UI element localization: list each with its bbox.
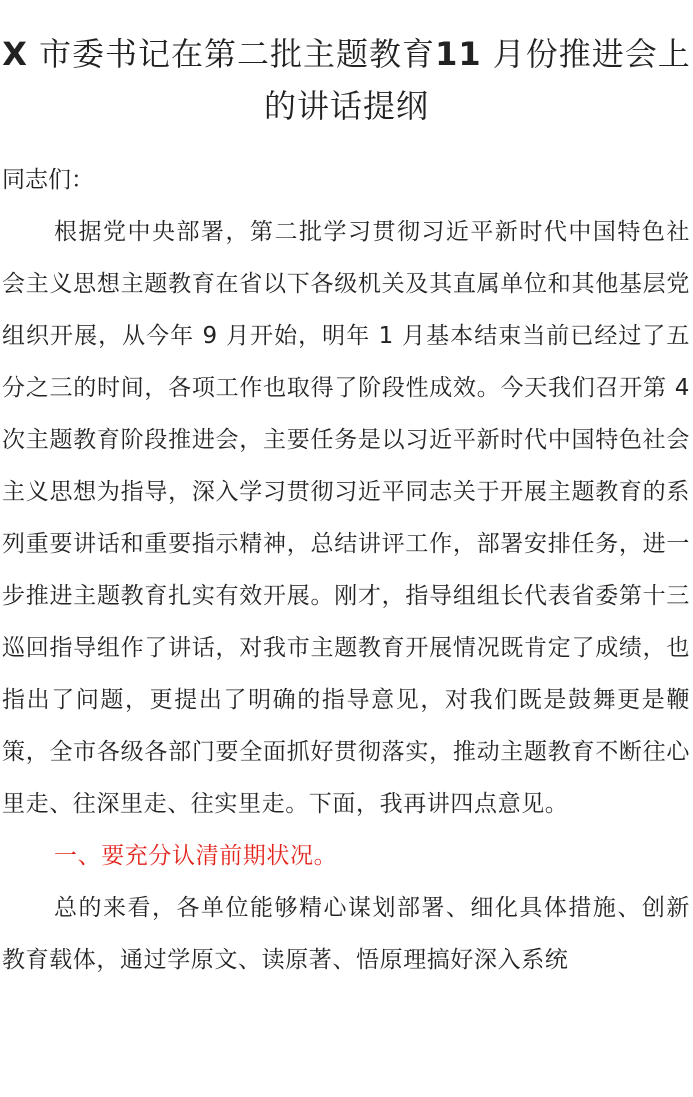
title-number: 11	[435, 35, 482, 73]
title-part2: 月份推进会上的讲话提纲	[263, 35, 691, 125]
section-heading-1: 一、要充分认清前期状况。	[54, 843, 338, 869]
salutation: 同志们：	[2, 167, 94, 193]
paragraph-section1: 总的来看，各单位能够精心谋划部署、细化具体措施、创新教育载体，通过学原文、读原著、悟原理搞好深入系统	[2, 895, 690, 973]
title-prefix: X	[2, 35, 28, 73]
title-part1: 市委书记在第二批主题教育	[39, 35, 436, 73]
paragraph-intro: 根据党中央部署，第二批学习贯彻习近平新时代中国特色社会主义思想主题教育在省以下各级机关及其直属单位和其他基层党组织开展，从今年 9 月开始，明年 1 月基本结束当前已经过了五分之三的时间，各项工作也取得了阶段性成效。今天我们召开第 4 次主题教育阶段推进会，主要任务是以习近平新时代中国特色社会主义思想为指导，深入学习贯彻习近平同志关于开展主题教育的系列重要讲话和重要指示精神，总结讲评工作，部署安排任务，进一步推进主题教育扎实有效开展。刚才，指导组组长代表省委第十三巡回指导组作了讲话，对我市主题教育开展情况既肯定了成绩，也指出了问题，更提出了明确的指导意见，对我们既是鼓舞更是鞭策，全市各级各部门要全面抓好贯彻落实，推动主题教育不断往心里走、往深里走、往实里走。下面，我再讲四点意见。	[2, 219, 690, 817]
document-title	[0, 0, 693, 132]
